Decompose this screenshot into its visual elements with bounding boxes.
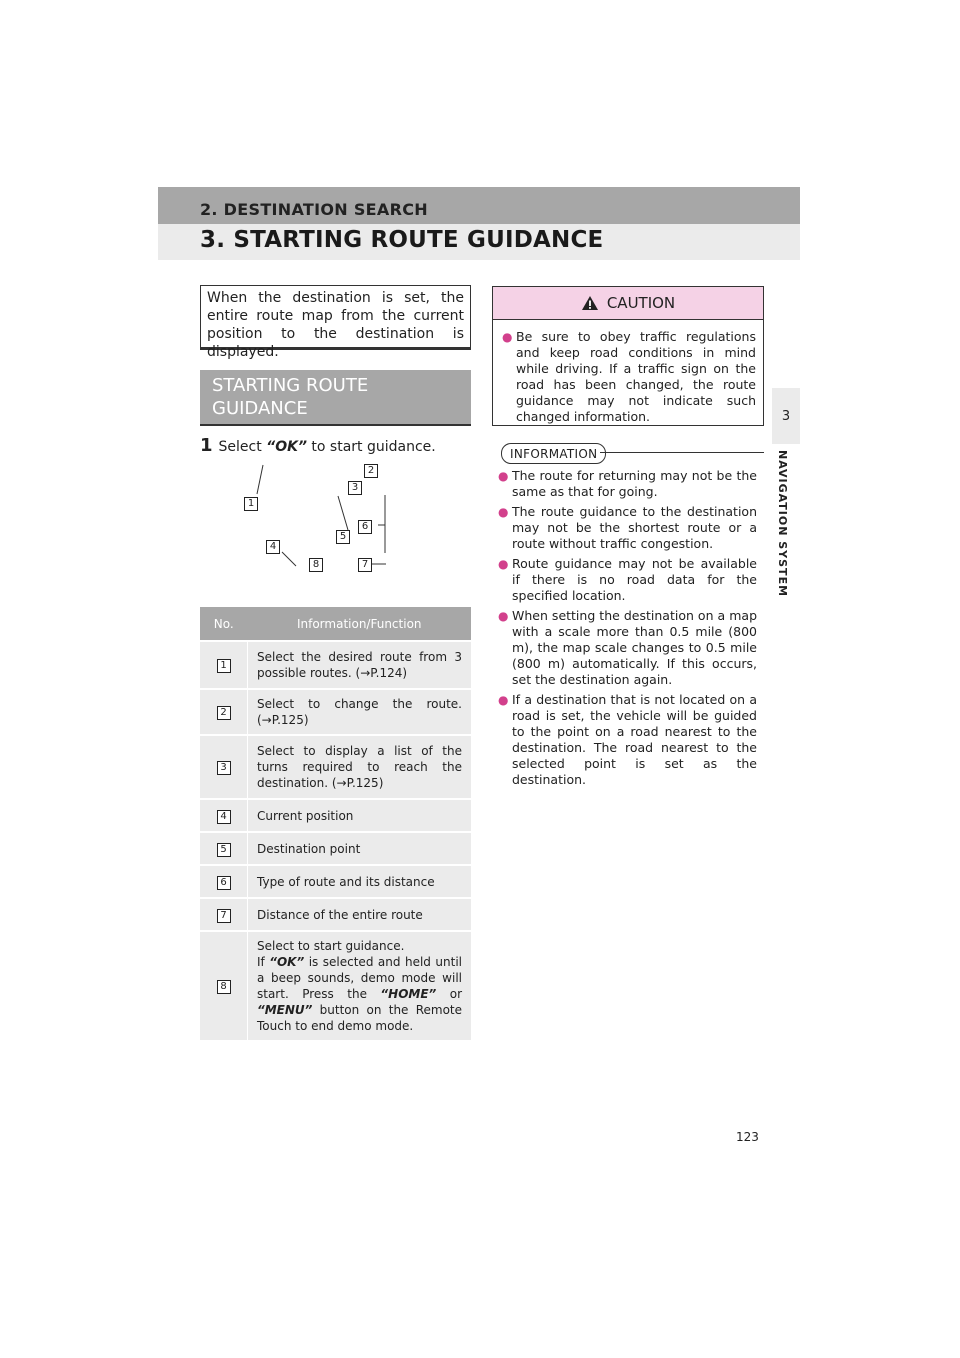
table-row (200, 898, 471, 931)
row8-mid: is selected and held until a beep sounds, demo mode will start. Press the (257, 955, 462, 1001)
row8-end: button on the Remote Touch to end demo mode. (257, 1003, 462, 1033)
table-row (200, 832, 471, 865)
table-row (200, 689, 471, 735)
info-item: ● The route guidance to the destination may not be the shortest route or a route without traffic congestion. (498, 504, 757, 552)
row8-line1: Select to start guidance. (257, 939, 405, 953)
row8-ok: “OK” (269, 955, 305, 969)
callout-4: 4 (266, 540, 280, 554)
step-ok-label: “OK” (266, 439, 307, 455)
row-number-badge: 2 (217, 706, 231, 720)
row8-or: or (436, 987, 462, 1001)
row-number-badge: 8 (217, 980, 231, 994)
row-description: Select to display a list of the turns required to reach the destination. (→P.125) (248, 735, 472, 799)
info-item: ● The route for returning may not be the same as that for going. (498, 468, 757, 500)
col-header-no: No. (200, 607, 248, 641)
row-number-badge: 7 (217, 909, 231, 923)
row-description: Select to change the route. (→P.125) (248, 689, 472, 735)
info-item: ● Route guidance may not be available if there is no road data for the specified location. (498, 556, 757, 604)
info-item: ● If a destination that is not located on a road is set, the vehicle will be guided to the point on a road nearest to the destination. The road nearest to the selected point is set as the destination. (498, 692, 757, 788)
callout-lines (200, 456, 471, 586)
caution-box (492, 286, 764, 426)
table-row (200, 799, 471, 832)
row-number-badge: 6 (217, 876, 231, 890)
row-description: Destination point (248, 832, 472, 865)
info-item: ● When setting the destination on a map with a scale more than 0.5 mile (800 m), the map scale changes to 0.5 mile (800 m) automatically. If this occurs, set the destination again. (498, 608, 757, 688)
row-description (248, 931, 472, 1040)
table-row (200, 865, 471, 898)
table-row (200, 641, 471, 689)
caution-body (493, 320, 763, 425)
row8-if: If (257, 955, 270, 969)
function-table (200, 607, 471, 1040)
row-number-badge: 3 (217, 761, 231, 775)
table-row (200, 735, 471, 799)
callout-5: 5 (336, 530, 350, 544)
warning-icon (581, 295, 599, 311)
intro-box: When the destination is set, the entire route map from the current position to the destination is displayed. (200, 285, 471, 350)
caution-title: CAUTION (606, 294, 676, 312)
row-description: Select the desired route from 3 possible routes. (→P.124) (248, 641, 472, 689)
row8-home: “HOME” (380, 987, 437, 1001)
step-instruction (200, 435, 436, 456)
step-number: 1 (200, 435, 213, 456)
page-title: 3. STARTING ROUTE GUIDANCE (200, 227, 604, 253)
callout-8: 8 (309, 558, 323, 572)
chapter-tab-label: NAVIGATION SYSTEM (776, 450, 789, 598)
callout-2: 2 (364, 464, 378, 478)
step-suffix: to start guidance. (306, 439, 436, 455)
caution-header (493, 287, 763, 320)
row-description: Distance of the entire route (248, 898, 472, 931)
row8-menu: “MENU” (257, 1003, 313, 1017)
table-row (200, 931, 471, 1040)
step-prefix: Select (218, 439, 267, 455)
route-figure (200, 456, 471, 586)
section-breadcrumb: 2. DESTINATION SEARCH (200, 200, 428, 219)
col-header-info: Information/Function (248, 607, 472, 641)
page-number: 123 (736, 1130, 759, 1144)
caution-item: ● Be sure to obey traffic regulations and keep road conditions in mind while driving. If a traffic sign on the road has been changed, the route guidance may not indicate such changed information. (502, 329, 756, 425)
callout-6: 6 (358, 520, 372, 534)
row-description: Type of route and its distance (248, 865, 472, 898)
information-label: INFORMATION (501, 443, 606, 464)
callout-3: 3 (348, 481, 362, 495)
row-number-badge: 5 (217, 843, 231, 857)
chapter-tab-number: 3 (772, 388, 800, 444)
callout-1: 1 (244, 497, 258, 511)
section-underline (200, 424, 471, 426)
information-list (498, 468, 757, 792)
row-description: Current position (248, 799, 472, 832)
row-number-badge: 1 (217, 659, 231, 673)
row-number-badge: 4 (217, 810, 231, 824)
callout-7: 7 (358, 558, 372, 572)
information-rule (600, 452, 764, 453)
table-header-row (200, 607, 471, 641)
section-heading: STARTING ROUTE GUIDANCE (200, 370, 471, 425)
